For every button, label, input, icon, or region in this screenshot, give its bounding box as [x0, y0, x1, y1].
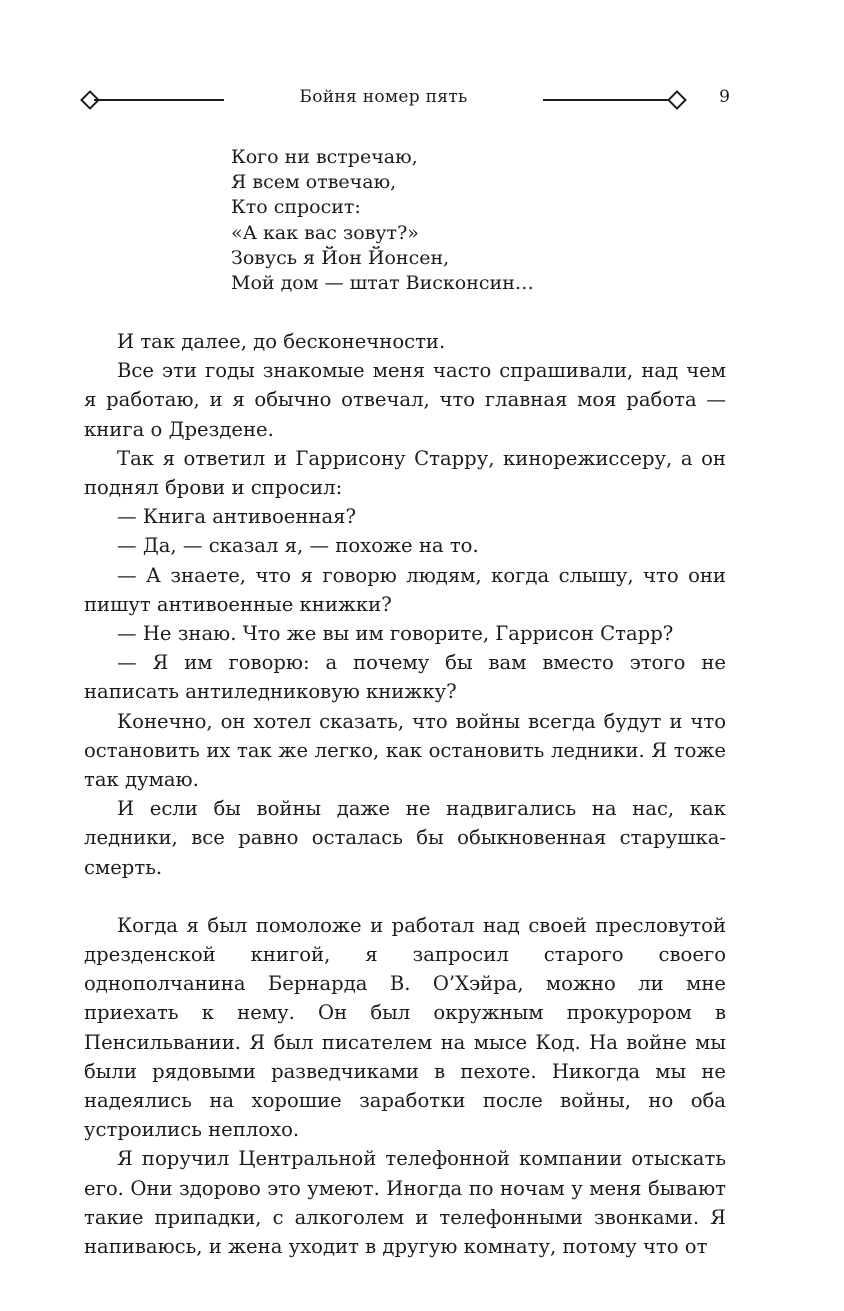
dialogue-line: — Да, — сказал я, — похоже на то. — [117, 534, 479, 558]
verse-line: Мой дом — штат Висконсин… — [231, 272, 534, 295]
dialogue-line: — Я им говорю: а почему бы вам вместо этого не написать антиледниковую книжку? — [84, 651, 726, 704]
verse-line: Кого ни встречаю, — [231, 146, 418, 168]
verse-line: «А как вас зовут?» — [231, 221, 419, 244]
section-break — [84, 882, 726, 911]
body-text — [84, 327, 726, 1261]
paragraph: Все эти годы знакомые меня часто спрашивали, над чем я работаю, и я обычно отвечал, что главная моя работа — книга о Дрездене. — [84, 359, 726, 441]
paragraph: И так далее, до бесконечности. — [117, 330, 446, 353]
verse-line: Кто спросит: — [231, 196, 361, 219]
paragraph: Я поручил Центральной телефонной компании отыскать его. Они здорово это умеют. Иногда по ночам у меня бывают такие припадки, с алкоголем и телефонными звонками. Я напиваюсь, и жена уходит в другую комнату, потому что от — [84, 1147, 726, 1259]
running-title: Бойня номер пять — [299, 87, 468, 107]
page-number: 9 — [719, 87, 730, 107]
running-header — [0, 82, 844, 118]
dialogue-line: — А знаете, что я говорю людям, когда слышу, что они пишут антивоенные книжки? — [84, 563, 726, 616]
verse-line: Я всем отвечаю, — [231, 171, 397, 194]
dialogue-line: — Книга антивоенная? — [117, 505, 357, 529]
dialogue-line: — Не знаю. Что же вы им говорите, Гаррисон Старр? — [117, 622, 674, 646]
paragraph: Конечно, он хотел сказать, что войны всегда будут и что остановить их так же легко, как остановить ледники. Я тоже так думаю. — [84, 709, 726, 792]
paragraph: И если бы войны даже не надвигались на нас, как ледники, все равно осталась бы обыкновенная старушка-смерть. — [84, 797, 726, 879]
header-rule-right — [543, 99, 676, 101]
verse-block — [231, 145, 534, 296]
paragraph: Когда я был помоложе и работал над своей пресловутой дрезденской книгой, я запросил старого своего однополчанина Бернарда В. О’Хэйра, можно ли мне приехать к нему. Он был окружным прокурором в Пенсильвании. Я был писателем на мысе Код. На войне мы были рядовыми разведчиками в пехоте. Никогда мы не надеялись на хорошие заработки после войны, но оба устроились неплохо. — [84, 913, 726, 1142]
diamond-ornament-right — [667, 90, 687, 110]
header-rule-left — [94, 99, 224, 101]
paragraph: Так я ответил и Гаррисону Старру, кинорежиссеру, а он поднял брови и спросил: — [84, 446, 726, 500]
verse-line: Зовусь я Йон Йонсен, — [231, 246, 450, 269]
